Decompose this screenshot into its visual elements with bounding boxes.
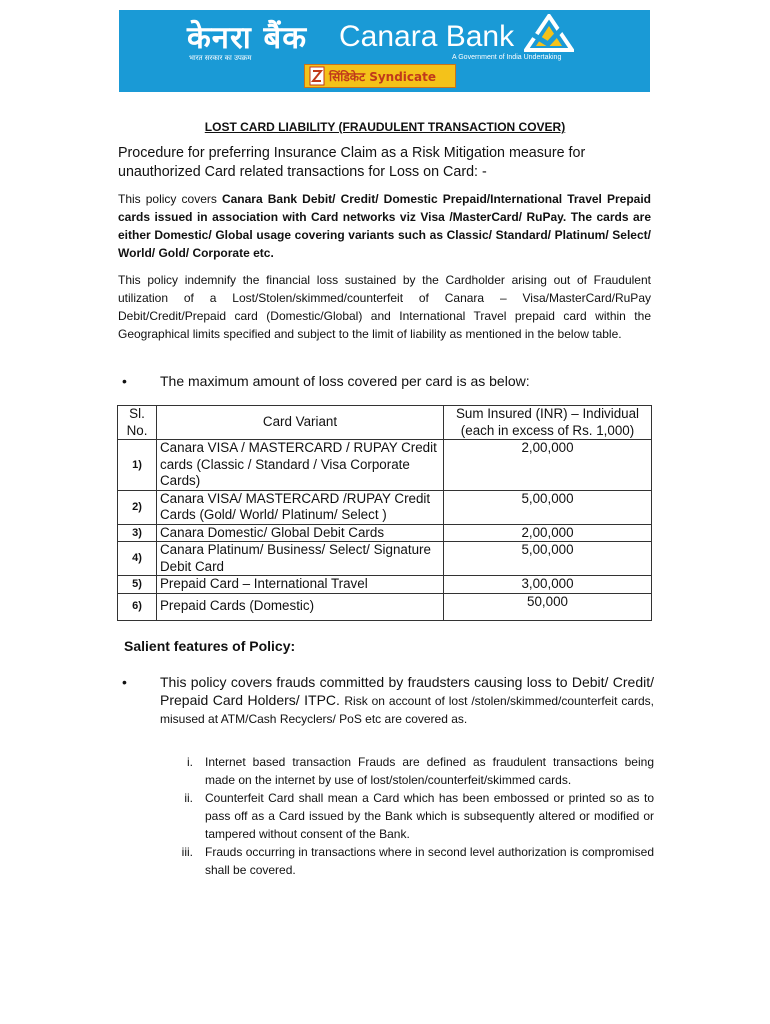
list-item-text: Counterfeit Card shall mean a Card which has been embossed or printed so as to pass off as a Card issued by the Bank which is subsequently altered or modified or tampered without consent of the Bank.	[205, 791, 654, 841]
row-sl: 2)	[118, 490, 157, 524]
row-variant: Canara Platinum/ Business/ Select/ Signature Debit Card	[157, 542, 444, 576]
table-header-row	[118, 406, 652, 440]
row-amount: 2,00,000	[444, 524, 652, 542]
fraud-coverage-main: This policy covers frauds committed by fraudsters causing loss to Debit/ Credit/ Prepaid Card Holders/ ITPC.	[160, 674, 654, 708]
row-variant: Canara VISA / MASTERCARD / RUPAY Credit cards (Classic / Standard / Visa Corporate Cards)	[157, 440, 444, 491]
list-item-text: Internet based transaction Frauds are defined as fraudulent transactions being made on the internet by use of lost/stolen/counterfeit/skimmed cards.	[205, 755, 654, 787]
tagline-hindi: भारत सरकार का उपक्रम	[189, 54, 252, 62]
salient-features-heading: Salient features of Policy:	[124, 638, 296, 654]
list-item-text: Frauds occurring in transactions where in second level authorization is compromised shall be covered.	[205, 845, 654, 877]
coverage-card-types: Canara Bank Debit/ Credit/ Domestic Prepaid/International Travel Prepaid cards issued in association with Card networks viz Visa /MasterCard/ RuPay. The cards are either Domestic/ Global usage covering variants such as Classic/ Standard/ Platinum/ Select/ World/ Gold/ Corporate etc.	[118, 192, 651, 260]
row-amount: 50,000	[444, 593, 652, 620]
liability-table	[117, 405, 652, 621]
row-amount: 3,00,000	[444, 576, 652, 594]
table-row	[118, 542, 652, 576]
row-variant: Canara Domestic/ Global Debit Cards	[157, 524, 444, 542]
syndicate-label: सिंडिकेट Syndicate	[329, 69, 436, 84]
table-row	[118, 490, 652, 524]
header-card-variant: Card Variant	[157, 406, 444, 440]
fraud-coverage-risk: Risk on account of lost /stolen/skimmed/counterfeit cards, misused at ATM/Cash Recyclers/ PoS etc are covered as.	[160, 693, 654, 726]
row-sl: 5)	[118, 576, 157, 594]
fraud-coverage-bullet	[160, 674, 654, 729]
indemnity-paragraph: This policy indemnify the financial loss sustained by the Cardholder arising out of Fraudulent utilization of a Lost/Stolen/skimmed/counterfeit of Canara – Visa/MasterCard/RuPay Debit/Credit/Prepaid card (Domestic/Global) and International Travel prepaid card within the Geographical limits specified and subject to the limit of liability as mentioned in the below table.	[118, 273, 651, 341]
bullet-icon: •	[122, 373, 127, 389]
max-loss-line: The maximum amount of loss covered per card is as below:	[160, 373, 530, 389]
list-item	[160, 789, 654, 843]
list-item-number: ii.	[184, 791, 193, 805]
policy-coverage-paragraph	[118, 190, 651, 262]
row-variant: Prepaid Card – International Travel	[157, 576, 444, 594]
syndicate-badge	[304, 64, 456, 88]
row-sl: 1)	[118, 440, 157, 491]
fraud-types-list	[160, 753, 654, 879]
bank-header-banner	[119, 10, 650, 92]
row-amount: 5,00,000	[444, 490, 652, 524]
row-amount: 5,00,000	[444, 542, 652, 576]
row-sl: 6)	[118, 593, 157, 620]
row-amount: 2,00,000	[444, 440, 652, 491]
table-row	[118, 440, 652, 491]
list-item	[160, 753, 654, 789]
document-title: LOST CARD LIABILITY (FRAUDULENT TRANSACTION COVER)	[204, 120, 566, 134]
header-sum-insured: Sum Insured (INR) – Individual (each in excess of Rs. 1,000)	[444, 406, 652, 440]
list-item-number: iii.	[181, 845, 193, 859]
bank-name-hindi: केनरा बैंक	[187, 20, 308, 56]
row-sl: 4)	[118, 542, 157, 576]
coverage-intro: This policy covers	[118, 192, 222, 206]
tagline-english: A Government of India Undertaking	[452, 54, 562, 61]
list-item	[160, 843, 654, 879]
row-variant: Prepaid Cards (Domestic)	[157, 593, 444, 620]
header-sl-no: Sl. No.	[118, 406, 157, 440]
table-row	[118, 524, 652, 542]
bullet-icon: •	[122, 674, 127, 690]
syndicate-logo-icon	[309, 66, 325, 86]
row-sl: 3)	[118, 524, 157, 542]
canara-logo-icon	[524, 14, 574, 56]
table-row	[118, 576, 652, 594]
table-row	[118, 593, 652, 620]
bank-name-english: Canara Bank	[339, 20, 515, 53]
procedure-heading: Procedure for preferring Insurance Claim as a Risk Mitigation measure for unauthorized Card related transactions for Loss on Card: -	[118, 145, 586, 180]
list-item-number: i.	[187, 755, 193, 769]
row-variant: Canara VISA/ MASTERCARD /RUPAY Credit Cards (Gold/ World/ Platinum/ Select )	[157, 490, 444, 524]
